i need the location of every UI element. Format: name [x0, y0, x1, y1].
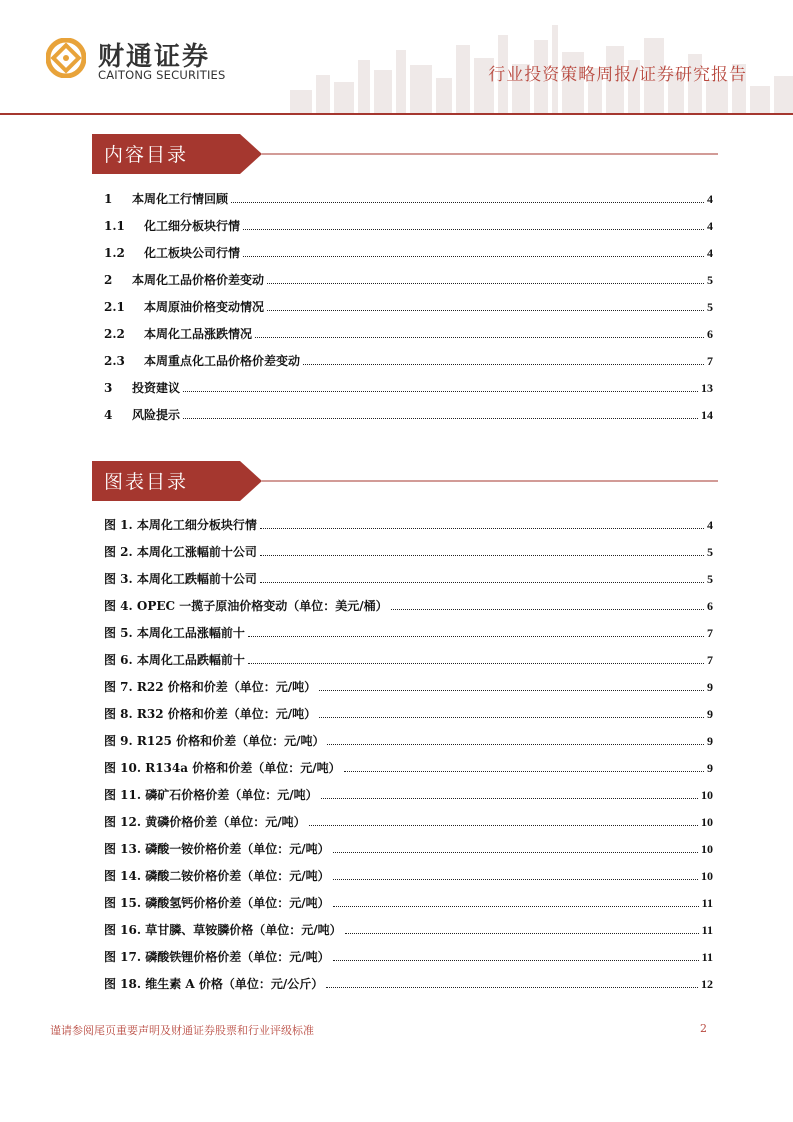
figure-label: 图 6. 本周化工品跌幅前十 [104, 653, 245, 667]
toc-entry[interactable] [104, 188, 713, 206]
figure-entry[interactable] [104, 730, 713, 748]
figure-entry[interactable] [104, 595, 713, 613]
figure-label: 图 7. R22 价格和价差（单位：元/吨） [104, 680, 317, 694]
leader-dots [248, 662, 704, 664]
leader-dots [321, 797, 698, 799]
figure-entry[interactable] [104, 541, 713, 559]
leader-dots [319, 716, 704, 718]
leader-dots [183, 417, 698, 419]
figure-entry[interactable] [104, 703, 713, 721]
figure-page: 6 [707, 599, 713, 613]
figure-page: 10 [701, 842, 713, 856]
leader-dots [231, 201, 704, 203]
figure-page: 10 [701, 788, 713, 802]
leader-dots [303, 363, 704, 365]
toc-number: 1.1 [104, 219, 125, 233]
figure-entry[interactable] [104, 622, 713, 640]
figure-entry[interactable] [104, 919, 713, 937]
toc-entry[interactable] [104, 215, 713, 233]
brand-name-chinese: 财通证券 [98, 42, 211, 72]
figure-label: 图 11. 磷矿石价格价差（单位：元/吨） [104, 788, 318, 802]
leader-dots [333, 851, 698, 853]
figure-label: 图 4. OPEC 一揽子原油价格变动（单位：美元/桶） [104, 599, 388, 613]
toc-number: 1 [104, 192, 113, 206]
leader-dots [267, 309, 704, 311]
toc-page: 4 [707, 192, 713, 206]
leader-dots [248, 635, 704, 637]
leader-dots [327, 743, 704, 745]
toc-entry[interactable] [104, 269, 713, 287]
leader-dots [183, 390, 698, 392]
figure-entry[interactable] [104, 865, 713, 883]
leader-dots [260, 554, 704, 556]
figure-label: 图 1. 本周化工细分板块行情 [104, 518, 257, 532]
toc-title: 投资建议 [132, 381, 181, 395]
figure-page: 10 [701, 869, 713, 883]
figure-entry[interactable] [104, 973, 713, 991]
toc-title: 本周化工品涨跌情况 [144, 327, 253, 341]
toc-number: 2 [104, 273, 113, 287]
toc-title: 本周原油价格变动情况 [144, 300, 265, 314]
figure-label: 图 3. 本周化工跌幅前十公司 [104, 572, 257, 586]
figure-label: 图 16. 草甘膦、草铵膦价格（单位：元/吨） [104, 923, 342, 937]
figure-entry[interactable] [104, 784, 713, 802]
figure-page: 9 [707, 761, 713, 775]
toc-page: 4 [707, 219, 713, 233]
figure-page: 5 [707, 545, 713, 559]
figure-label: 图 14. 磷酸二铵价格价差（单位：元/吨） [104, 869, 330, 883]
figure-page: 12 [701, 977, 713, 991]
figure-label: 图 12. 黄磷价格价差（单位：元/吨） [104, 815, 306, 829]
figure-entry[interactable] [104, 811, 713, 829]
figure-label: 图 5. 本周化工品涨幅前十 [104, 626, 245, 640]
figure-entry[interactable] [104, 892, 713, 910]
figure-page: 7 [707, 653, 713, 667]
toc-page: 5 [707, 273, 713, 287]
figure-entry[interactable] [104, 946, 713, 964]
figure-entry[interactable] [104, 838, 713, 856]
page-number: 2 [700, 1022, 707, 1035]
figure-page: 11 [701, 950, 713, 964]
figures-title: 图表目录 [104, 471, 189, 493]
leader-dots [255, 336, 704, 338]
leader-dots [391, 608, 704, 610]
leader-dots [319, 689, 704, 691]
toc-entry[interactable] [104, 242, 713, 260]
leader-dots [333, 905, 699, 907]
leader-dots [267, 282, 704, 284]
figure-page: 10 [701, 815, 713, 829]
toc-number: 1.2 [104, 246, 125, 260]
toc-entry[interactable] [104, 377, 713, 395]
leader-dots [260, 527, 704, 529]
figure-page: 7 [707, 626, 713, 640]
toc-page: 13 [701, 381, 713, 395]
caitong-logo-icon [46, 38, 86, 78]
figure-page: 9 [707, 707, 713, 721]
toc-page: 5 [707, 300, 713, 314]
page-header [0, 0, 793, 116]
toc-title: 本周化工品价格价差变动 [132, 273, 265, 287]
figure-entry[interactable] [104, 568, 713, 586]
figure-page: 9 [707, 680, 713, 694]
toc-title: 风险提示 [132, 408, 181, 422]
toc-number: 2.2 [104, 327, 125, 341]
figure-page: 4 [707, 518, 713, 532]
leader-dots [333, 878, 698, 880]
toc-number: 2.3 [104, 354, 125, 368]
toc-title: 本周化工行情回顾 [132, 192, 229, 206]
brand-name-english: CAITONG SECURITIES [98, 68, 226, 82]
figure-entry[interactable] [104, 649, 713, 667]
toc-title: 化工板块公司行情 [144, 246, 241, 260]
toc-page: 6 [707, 327, 713, 341]
figure-label: 图 15. 磷酸氢钙价格价差（单位：元/吨） [104, 896, 330, 910]
figure-page: 5 [707, 572, 713, 586]
figure-label: 图 2. 本周化工涨幅前十公司 [104, 545, 257, 559]
toc-page: 14 [701, 408, 713, 422]
toc-page: 4 [707, 246, 713, 260]
leader-dots [243, 255, 704, 257]
toc-entry[interactable] [104, 296, 713, 314]
figure-page: 11 [701, 923, 713, 937]
leader-dots [309, 824, 698, 826]
figure-label: 图 17. 磷酸铁锂价格价差（单位：元/吨） [104, 950, 330, 964]
disclaimer-note: 谨请参阅尾页重要声明及财通证券股票和行业评级标准 [50, 1024, 314, 1037]
figure-label: 图 13. 磷酸一铵价格价差（单位：元/吨） [104, 842, 330, 856]
toc-title: 化工细分板块行情 [144, 219, 241, 233]
toc-entry[interactable] [104, 404, 713, 422]
figure-label: 图 9. R125 价格和价差（单位：元/吨） [104, 734, 325, 748]
report-type: 行业投资策略周报/证券研究报告 [488, 65, 747, 85]
leader-dots [333, 959, 699, 961]
figure-entry[interactable] [104, 514, 713, 532]
leader-dots [326, 986, 698, 988]
toc-title: 本周重点化工品价格价差变动 [144, 354, 301, 368]
figures-banner [92, 461, 718, 501]
toc-page: 7 [707, 354, 713, 368]
leader-dots [344, 770, 704, 772]
figure-label: 图 8. R32 价格和价差（单位：元/吨） [104, 707, 317, 721]
figure-page: 9 [707, 734, 713, 748]
toc-number: 3 [104, 381, 113, 395]
contents-title: 内容目录 [104, 144, 189, 166]
leader-dots [260, 581, 704, 583]
leader-dots [345, 932, 699, 934]
toc-entry[interactable] [104, 350, 713, 368]
figure-page: 11 [701, 896, 713, 910]
figure-entry[interactable] [104, 676, 713, 694]
header-divider [0, 113, 793, 115]
toc-entry[interactable] [104, 323, 713, 341]
figure-label: 图 18. 维生素 A 价格（单位：元/公斤） [104, 977, 324, 991]
figure-label: 图 10. R134a 价格和价差（单位：元/吨） [104, 761, 341, 775]
contents-banner [92, 134, 718, 174]
leader-dots [243, 228, 704, 230]
figure-entry[interactable] [104, 757, 713, 775]
toc-number: 2.1 [104, 300, 125, 314]
toc-number: 4 [104, 408, 113, 422]
